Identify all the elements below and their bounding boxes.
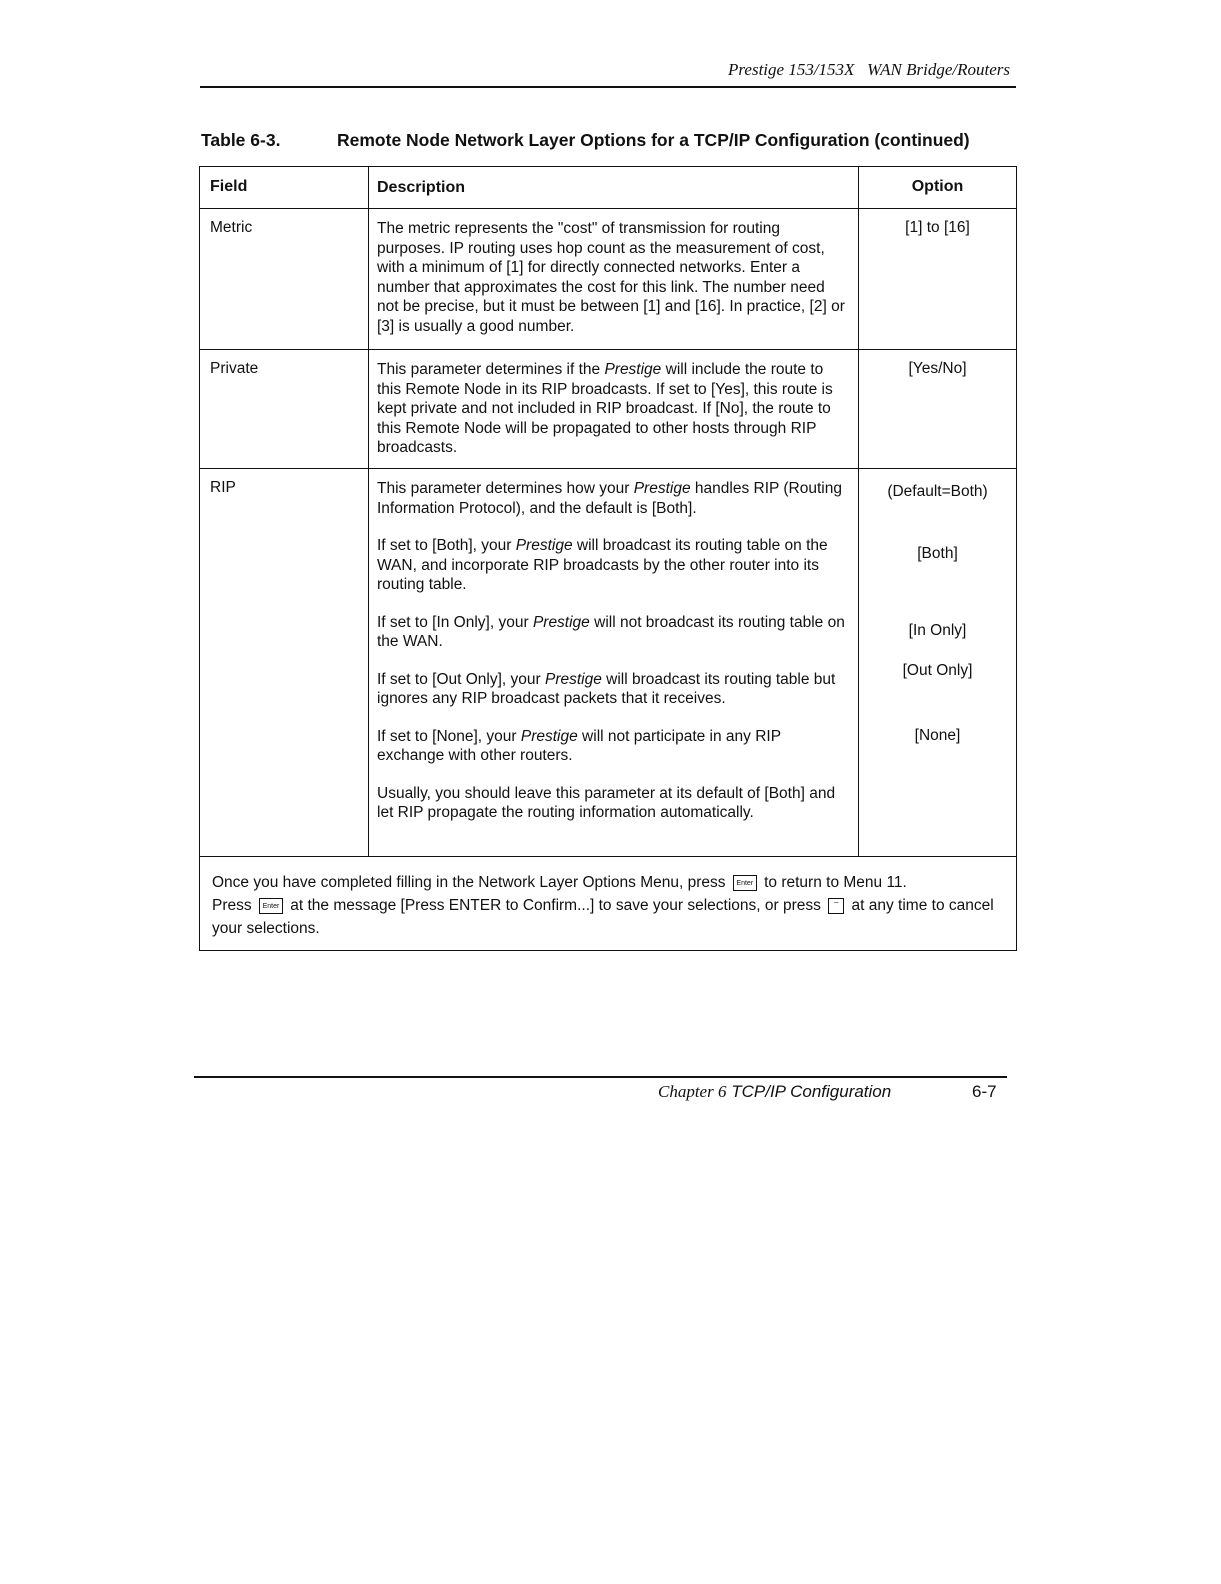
table-note bbox=[200, 857, 1016, 950]
option-cell bbox=[859, 350, 1016, 468]
note-text: Once you have completed filling in the Network Layer Options Menu, press bbox=[212, 874, 726, 891]
chapter-title: TCP/IP Configuration bbox=[731, 1082, 892, 1101]
options-table bbox=[199, 166, 1017, 951]
footer-rule bbox=[194, 1076, 1007, 1078]
table-row-private bbox=[200, 350, 1016, 469]
note-text: at the message [Press ENTER to Confirm...] to save your selections, or press bbox=[290, 897, 821, 914]
table-row-metric bbox=[200, 209, 1016, 350]
option-value: [In Only] bbox=[908, 622, 967, 639]
description-cell bbox=[369, 350, 859, 468]
field-cell: Metric bbox=[200, 209, 369, 349]
field-cell: RIP bbox=[200, 469, 369, 856]
description-paragraph: The metric represents the "cost" of transmission for routing purposes. IP routing uses hop count as the measurement of cost, with a minimum of [1] for directly connected networks. Enter a number that approximates the cost for this link. The number need not be precise, but it must be between [1] and [16]. In practice, [2] or [3] is usually a good number. bbox=[377, 220, 845, 335]
description-cell bbox=[369, 209, 859, 349]
option-value: [Out Only] bbox=[902, 662, 973, 679]
header-description: Description bbox=[369, 167, 859, 208]
enter-key-icon: Enter bbox=[259, 898, 283, 914]
header-field: Field bbox=[200, 167, 369, 208]
note-text: to return to Menu 11. bbox=[764, 874, 907, 891]
description-paragraph: This parameter determines how your Prestige handles RIP (Routing Information Protocol), and the default is [Both]. bbox=[377, 480, 842, 517]
option-value: [1] to [16] bbox=[905, 219, 970, 236]
table-caption bbox=[201, 130, 1014, 151]
note-text: Press bbox=[212, 897, 252, 914]
option-value: (Default=Both) bbox=[887, 483, 988, 500]
enter-key-icon: Enter bbox=[733, 875, 757, 891]
option-value: [Both] bbox=[917, 545, 958, 562]
escape-key-icon: ⁻ bbox=[828, 898, 844, 914]
note-text: at any time to cancel your selections. bbox=[212, 897, 994, 937]
description-paragraph: If set to [Out Only], your Prestige will broadcast its routing table but ignores any RIP broadcast packets that it receives. bbox=[377, 670, 836, 707]
description-paragraph: If set to [In Only], your Prestige will not broadcast its routing table on the WAN. bbox=[377, 613, 845, 650]
header-option: Option bbox=[911, 178, 964, 195]
footer-chapter bbox=[658, 1082, 891, 1102]
chapter-prefix: Chapter 6 bbox=[658, 1082, 727, 1101]
table-header-row bbox=[200, 167, 1016, 209]
option-value: [None] bbox=[914, 727, 961, 744]
description-paragraph: Usually, you should leave this parameter at its default of [Both] and let RIP propagate the routing information automatically. bbox=[377, 784, 836, 821]
option-value: [Yes/No] bbox=[908, 360, 967, 377]
description-cell bbox=[369, 469, 859, 856]
header-rule bbox=[200, 86, 1016, 88]
option-cell bbox=[859, 209, 1016, 349]
option-cell bbox=[859, 469, 1016, 856]
description-paragraph: This parameter determines if the Prestige will include the route to this Remote Node in its RIP broadcasts. If set to [Yes], this route is kept private and not included in RIP broadcast. If [No], the route to this Remote Node will be propagated to other hosts through RIP broadcasts. bbox=[377, 361, 833, 456]
table-title: Remote Node Network Layer Options for a TCP/IP Configuration (continued) bbox=[337, 130, 970, 150]
table-number: Table 6-3. bbox=[201, 130, 281, 150]
field-cell: Private bbox=[200, 350, 369, 468]
description-paragraph: If set to [Both], your Prestige will broadcast its routing table on the WAN, and incorporate RIP broadcasts by the other router into its routing table. bbox=[377, 537, 828, 593]
page-number: 6-7 bbox=[972, 1082, 997, 1101]
table-row-rip bbox=[200, 469, 1016, 857]
running-header: Prestige 153/153X WAN Bridge/Routers bbox=[728, 60, 1010, 79]
description-paragraph: If set to [None], your Prestige will not participate in any RIP exchange with other routers. bbox=[377, 727, 781, 764]
